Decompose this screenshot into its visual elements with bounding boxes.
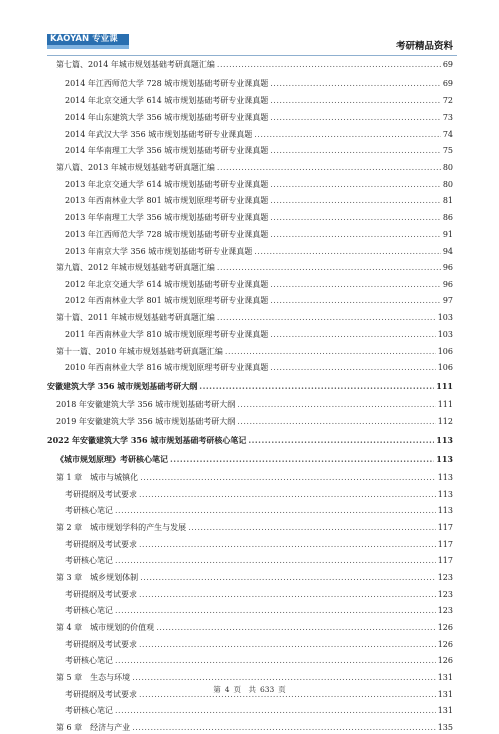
toc-leader-dots: [270, 228, 441, 241]
logo-text: KAOYAN 专业课: [50, 34, 118, 44]
toc-entry[interactable]: [65, 245, 453, 258]
toc-entry[interactable]: [56, 671, 453, 684]
toc-entry-page: 123: [437, 590, 453, 599]
toc-entry-title: 第 5 章 生态与环境: [56, 673, 131, 682]
toc-leader-dots: [115, 654, 436, 667]
toc-entry-page: 96: [442, 263, 453, 272]
toc-entry-title: 2014 年江西师范大学 728 城市规划基础考研专业课真题: [65, 79, 269, 88]
toc-entry-page: 123: [437, 606, 453, 615]
toc-entry-page: 73: [442, 113, 453, 122]
toc-entry-page: 69: [442, 79, 453, 88]
toc-entry[interactable]: [56, 621, 453, 634]
toc-entry-title: 第十一篇、2010 年城市规划基础考研真题汇编: [56, 347, 223, 356]
toc-entry-page: 106: [437, 363, 453, 372]
toc-entry-page: 117: [437, 523, 453, 532]
toc-leader-dots: [139, 538, 436, 551]
toc-leader-dots: [270, 211, 441, 224]
toc-entry-title: 2014 年华南理工大学 356 城市规划基础考研专业课真题: [65, 146, 269, 155]
toc-entry-page: 86: [442, 213, 453, 222]
toc-entry[interactable]: [65, 638, 453, 651]
toc-leader-dots: [170, 453, 434, 466]
toc-entry-title: 考研提纲及考试要求: [65, 590, 137, 599]
toc-entry[interactable]: [65, 554, 453, 567]
toc-entry[interactable]: [56, 261, 453, 274]
toc-entry-page: 117: [437, 556, 453, 565]
toc-entry[interactable]: [65, 588, 453, 601]
toc-entry-title: 第九篇、2012 年城市规划基础考研真题汇编: [56, 263, 215, 272]
toc-leader-dots: [156, 621, 436, 634]
footer-middle: 页 共: [233, 685, 256, 694]
toc-entry-title: 考研核心笔记: [65, 656, 113, 665]
toc-leader-dots: [270, 361, 435, 374]
toc-entry-title: 2012 年北京交通大学 614 城市规划基础考研专业课真题: [65, 280, 269, 289]
toc-leader-dots: [115, 504, 436, 517]
toc-entry-title: 2014 年武汉大学 356 城市规划基础考研专业课真题: [65, 130, 253, 139]
toc-entry-page: 135: [437, 723, 453, 732]
toc-leader-dots: [270, 328, 435, 341]
toc-entry[interactable]: [65, 361, 453, 374]
toc-entry-page: 81: [442, 196, 453, 205]
toc-entry-page: 117: [437, 540, 453, 549]
toc-entry-page: 113: [436, 454, 453, 464]
toc-leader-dots: [237, 415, 435, 428]
toc-entry-title: 2013 年北京交通大学 614 城市规划基础考研专业课真题: [65, 180, 269, 189]
toc-entry[interactable]: [65, 504, 453, 517]
toc-entry[interactable]: [65, 538, 453, 551]
footer-page-number: 4: [224, 685, 230, 694]
toc-entry[interactable]: [47, 380, 453, 393]
toc-entry-title: 考研提纲及考试要求: [65, 490, 137, 499]
toc-entry-page: 103: [437, 330, 453, 339]
toc-entry[interactable]: [56, 161, 453, 174]
toc-entry-title: 安徽建筑大学 356 城市规划基础考研大纲: [47, 381, 198, 391]
toc-entry[interactable]: [65, 654, 453, 667]
toc-entry[interactable]: [56, 345, 453, 358]
toc-entry[interactable]: [65, 488, 453, 501]
toc-entry-title: 考研提纲及考试要求: [65, 540, 137, 549]
toc-entry[interactable]: [65, 604, 453, 617]
toc-entry-page: 69: [442, 60, 453, 69]
toc-entry-title: 第 3 章 城乡规划体制: [56, 573, 139, 582]
toc-entry-title: 2018 年安徽建筑大学 356 城市规划基础考研大纲: [56, 400, 236, 409]
page-header: [0, 0, 499, 56]
toc-leader-dots: [254, 245, 441, 258]
page-footer: 第 4 页 共 633 页: [213, 685, 286, 694]
toc-entry-page: 112: [437, 417, 453, 426]
toc-leader-dots: [140, 471, 436, 484]
toc-entry-title: 第 6 章 经济与产业: [56, 723, 131, 732]
toc-entry-page: 96: [442, 280, 453, 289]
toc-entry-page: 123: [437, 573, 453, 582]
toc-leader-dots: [237, 398, 435, 411]
toc-leader-dots: [270, 194, 441, 207]
toc-leader-dots: [217, 161, 441, 174]
toc-entry[interactable]: [65, 128, 453, 141]
toc-leader-dots: [132, 721, 436, 734]
toc-leader-dots: [270, 178, 441, 191]
toc-leader-dots: [248, 434, 434, 447]
toc-entry-title: 第七篇、2014 年城市规划基础考研真题汇编: [56, 60, 215, 69]
toc-entry[interactable]: [56, 415, 453, 428]
toc-entry-title: 考研核心笔记: [65, 506, 113, 515]
header-title: 考研精品资料: [395, 41, 453, 52]
header-divider: [47, 55, 457, 56]
toc-entry[interactable]: [65, 144, 453, 157]
toc-entry[interactable]: [56, 571, 453, 584]
toc-entry-page: 97: [442, 296, 453, 305]
toc-entry-title: 第十篇、2011 年城市规划基础考研真题汇编: [56, 313, 215, 322]
logo-underline: [47, 45, 129, 49]
toc-entry-page: 113: [437, 506, 453, 515]
toc-entry-title: 2013 年江西师范大学 728 城市规划基础考研专业课真题: [65, 230, 269, 239]
toc-entry-page: 131: [437, 706, 453, 715]
toc-leader-dots: [217, 58, 441, 71]
toc-leader-dots: [270, 294, 441, 307]
toc-entry-title: 第 1 章 城市与城镇化: [56, 473, 139, 482]
toc-entry-page: 111: [436, 381, 453, 391]
toc-entry[interactable]: [65, 294, 453, 307]
toc-entry-page: 113: [436, 435, 453, 445]
toc-entry-page: 111: [437, 400, 453, 409]
toc-entry[interactable]: [65, 77, 453, 90]
toc-entry[interactable]: [65, 328, 453, 341]
toc-entry-page: 74: [442, 130, 453, 139]
toc-entry[interactable]: [56, 398, 453, 411]
toc-leader-dots: [270, 144, 441, 157]
toc-leader-dots: [254, 128, 441, 141]
toc-leader-dots: [139, 638, 436, 651]
toc-leader-dots: [225, 345, 436, 358]
toc-leader-dots: [188, 521, 436, 534]
toc-entry-title: 2014 年北京交通大学 614 城市规划基础考研专业课真题: [65, 96, 269, 105]
toc-leader-dots: [139, 488, 436, 501]
toc-leader-dots: [270, 77, 441, 90]
toc-leader-dots: [140, 571, 436, 584]
toc-entry-page: 113: [437, 490, 453, 499]
toc-entry-title: 第 4 章 城市规划的价值观: [56, 623, 155, 632]
toc-entry-page: 113: [437, 473, 453, 482]
toc-entry-title: 2014 年山东建筑大学 356 城市规划基础考研专业课真题: [65, 113, 269, 122]
toc-entry-page: 131: [437, 673, 453, 682]
toc-entry-page: 75: [442, 146, 453, 155]
toc-entry[interactable]: [47, 434, 453, 447]
kaoyan-logo: [47, 34, 129, 49]
toc-entry[interactable]: [65, 278, 453, 291]
toc-entry-page: 103: [437, 313, 453, 322]
toc-entry[interactable]: [65, 228, 453, 241]
toc-entry[interactable]: [65, 178, 453, 191]
toc-leader-dots: [270, 278, 441, 291]
toc-entry-title: 2011 年西南林业大学 810 城市规划原理考研专业课真题: [65, 330, 269, 339]
toc-entry[interactable]: [65, 211, 453, 224]
toc-entry-title: 考研核心笔记: [65, 556, 113, 565]
toc-entry-title: 考研核心笔记: [65, 706, 113, 715]
toc-entry-page: 131: [437, 690, 453, 699]
toc-leader-dots: [199, 380, 434, 393]
toc-entry-page: 126: [437, 640, 453, 649]
footer-prefix: 第: [213, 685, 221, 694]
toc-entry-title: 考研提纲及考试要求: [65, 640, 137, 649]
toc-entry-page: 106: [437, 347, 453, 356]
toc-entry[interactable]: [65, 194, 453, 207]
toc-entry-title: 2019 年安徽建筑大学 356 城市规划基础考研大纲: [56, 417, 236, 426]
toc-entry-page: 80: [442, 180, 453, 189]
toc-leader-dots: [115, 604, 436, 617]
toc-entry-title: 2013 年南京大学 356 城市规划基础考研专业课真题: [65, 247, 253, 256]
toc-entry-title: 《城市规划原理》考研核心笔记: [56, 454, 168, 464]
toc-entry[interactable]: [56, 311, 453, 324]
toc-entry-title: 考研核心笔记: [65, 606, 113, 615]
toc-entry-page: 91: [442, 230, 453, 239]
toc-leader-dots: [132, 671, 436, 684]
toc-leader-dots: [217, 311, 436, 324]
toc-entry-title: 2013 年华南理工大学 356 城市规划基础考研专业课真题: [65, 213, 269, 222]
toc-entry-title: 考研提纲及考试要求: [65, 690, 137, 699]
toc-entry-page: 126: [437, 656, 453, 665]
toc-entry[interactable]: [65, 94, 453, 107]
toc-entry-title: 2022 年安徽建筑大学 356 城市规划基础考研核心笔记: [47, 435, 247, 445]
toc-entry[interactable]: [56, 521, 453, 534]
toc-entry[interactable]: [56, 58, 453, 71]
toc-entry-page: 72: [442, 96, 453, 105]
toc-entry-title: 2012 年西南林业大学 801 城市规划原理考研专业课真题: [65, 296, 269, 305]
toc-leader-dots: [270, 111, 441, 124]
toc-entry[interactable]: [65, 111, 453, 124]
toc-entry-title: 2013 年西南林业大学 801 城市规划原理考研专业课真题: [65, 196, 269, 205]
toc-entry-title: 第八篇、2013 年城市规划基础考研真题汇编: [56, 163, 215, 172]
toc-leader-dots: [217, 261, 441, 274]
toc-entry[interactable]: [56, 453, 453, 466]
toc-entry-page: 80: [442, 163, 453, 172]
toc-entry-title: 第 2 章 城市规划学科的产生与发展: [56, 523, 187, 532]
toc-leader-dots: [115, 554, 436, 567]
toc-entry-page: 94: [442, 247, 453, 256]
toc-leader-dots: [139, 588, 436, 601]
toc-entry[interactable]: [56, 471, 453, 484]
toc-entry[interactable]: [56, 721, 453, 734]
toc-leader-dots: [270, 94, 441, 107]
toc-entry-title: 2010 年西南林业大学 816 城市规划原理考研专业课真题: [65, 363, 269, 372]
footer-total-pages: 633: [259, 685, 275, 694]
toc-entry-page: 126: [437, 623, 453, 632]
